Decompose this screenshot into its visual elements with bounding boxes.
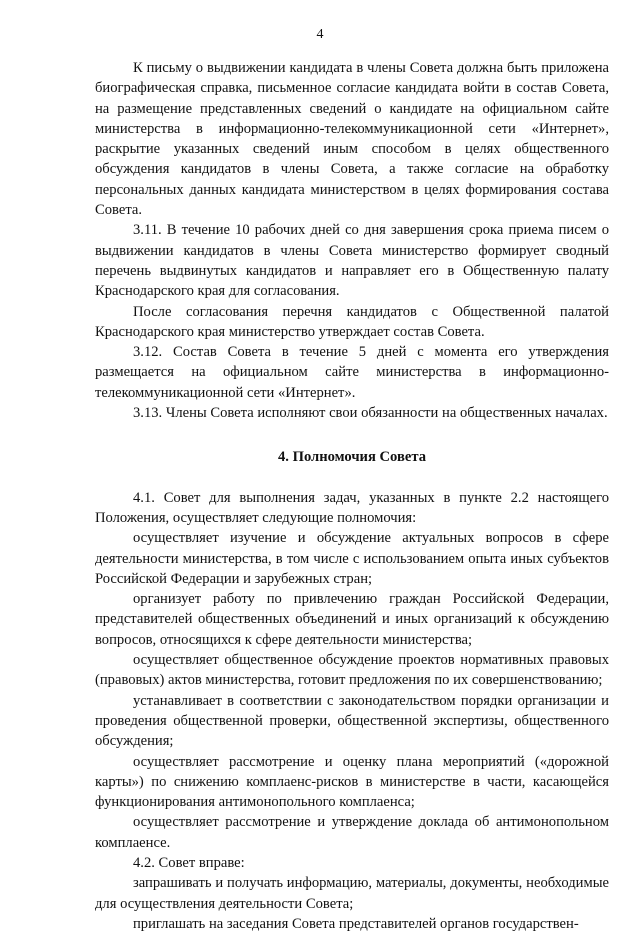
paragraph-approval: После согласования перечня кандидатов с Общественной палатой Краснодарского края министерство утверждает состав Совета. (95, 303, 609, 340)
list-item-establish: устанавливает в соответствии с законодательством порядки организации и проведения общественной проверки, общественной экспертизы, общественного обсуждения; (95, 692, 609, 750)
paragraph-3-13: 3.13. Члены Совета исполняют свои обязанности на общественных началах. (133, 405, 608, 422)
section-heading: 4. Полномочия Совета (278, 449, 426, 466)
page-number: 4 (316, 27, 324, 42)
list-item-approve-report: осуществляет рассмотрение и утверждение доклада об антимонопольном комплаенсе. (95, 814, 609, 851)
paragraph-biography-requirement: К письму о выдвижении кандидата в члены Совета должна быть приложена биографическая справка, письменное согласие кандидата войти в состав Совета, на размещение представленных сведений о кандидате на официальном сайте министерства в информационно-телекоммуникационной сети «Интернет», раскрытие указанных сведений иным способом в целях общественного обсуждения кандидатов в члены Совета, а также согласие на обработку персональных данных кандидата министерством в целях формирования состава Совета. (95, 60, 609, 219)
paragraph-4-1: 4.1. Совет для выполнения задач, указанных в пункте 2.2 настоящего Положения, осуществляет следующие полномочия: (95, 489, 609, 526)
list-item-study: осуществляет изучение и обсуждение актуальных вопросов в сфере деятельности министерства, в том числе с использованием опыта иных субъектов Российской Федерации и зарубежных стран; (95, 530, 609, 587)
list-item-review-plan: осуществляет рассмотрение и оценку плана мероприятий («дорожной карты») по снижению комплаенс-рисков в министерстве в части, касающейся функционирования антимонопольного комплаенса; (95, 753, 609, 811)
paragraph-4-2: 4.2. Совет вправе: (133, 854, 245, 871)
list-item-discuss-projects: осуществляет общественное обсуждение проектов нормативных правовых (правовых) актов министерства, готовит предложения по их совершенствованию; (95, 652, 609, 689)
list-item-organize: организует работу по привлечению граждан Российской Федерации, представителей общественных объединений и иных организаций к обсуждению вопросов, относящихся к сфере деятельности министерства; (95, 591, 609, 648)
list-item-invite: приглашать на заседания Совета представителей органов государствен- (133, 915, 579, 932)
paragraph-3-12: 3.12. Состав Совета в течение 5 дней с момента его утверждения размещается на официальном сайте министерства в информационно-телекоммуникационной сети «Интернет». (95, 344, 609, 401)
document-body (95, 58, 609, 934)
list-item-request-info: запрашивать и получать информацию, материалы, документы, необходимые для осуществления деятельности Совета; (95, 875, 609, 912)
paragraph-3-11: 3.11. В течение 10 рабочих дней со дня завершения срока приема писем о выдвижении кандидатов в члены Совета министерство формирует сводный перечень выдвинутых кандидатов и направляет его в Общественную палату Краснодарского края для согласования. (95, 222, 609, 300)
